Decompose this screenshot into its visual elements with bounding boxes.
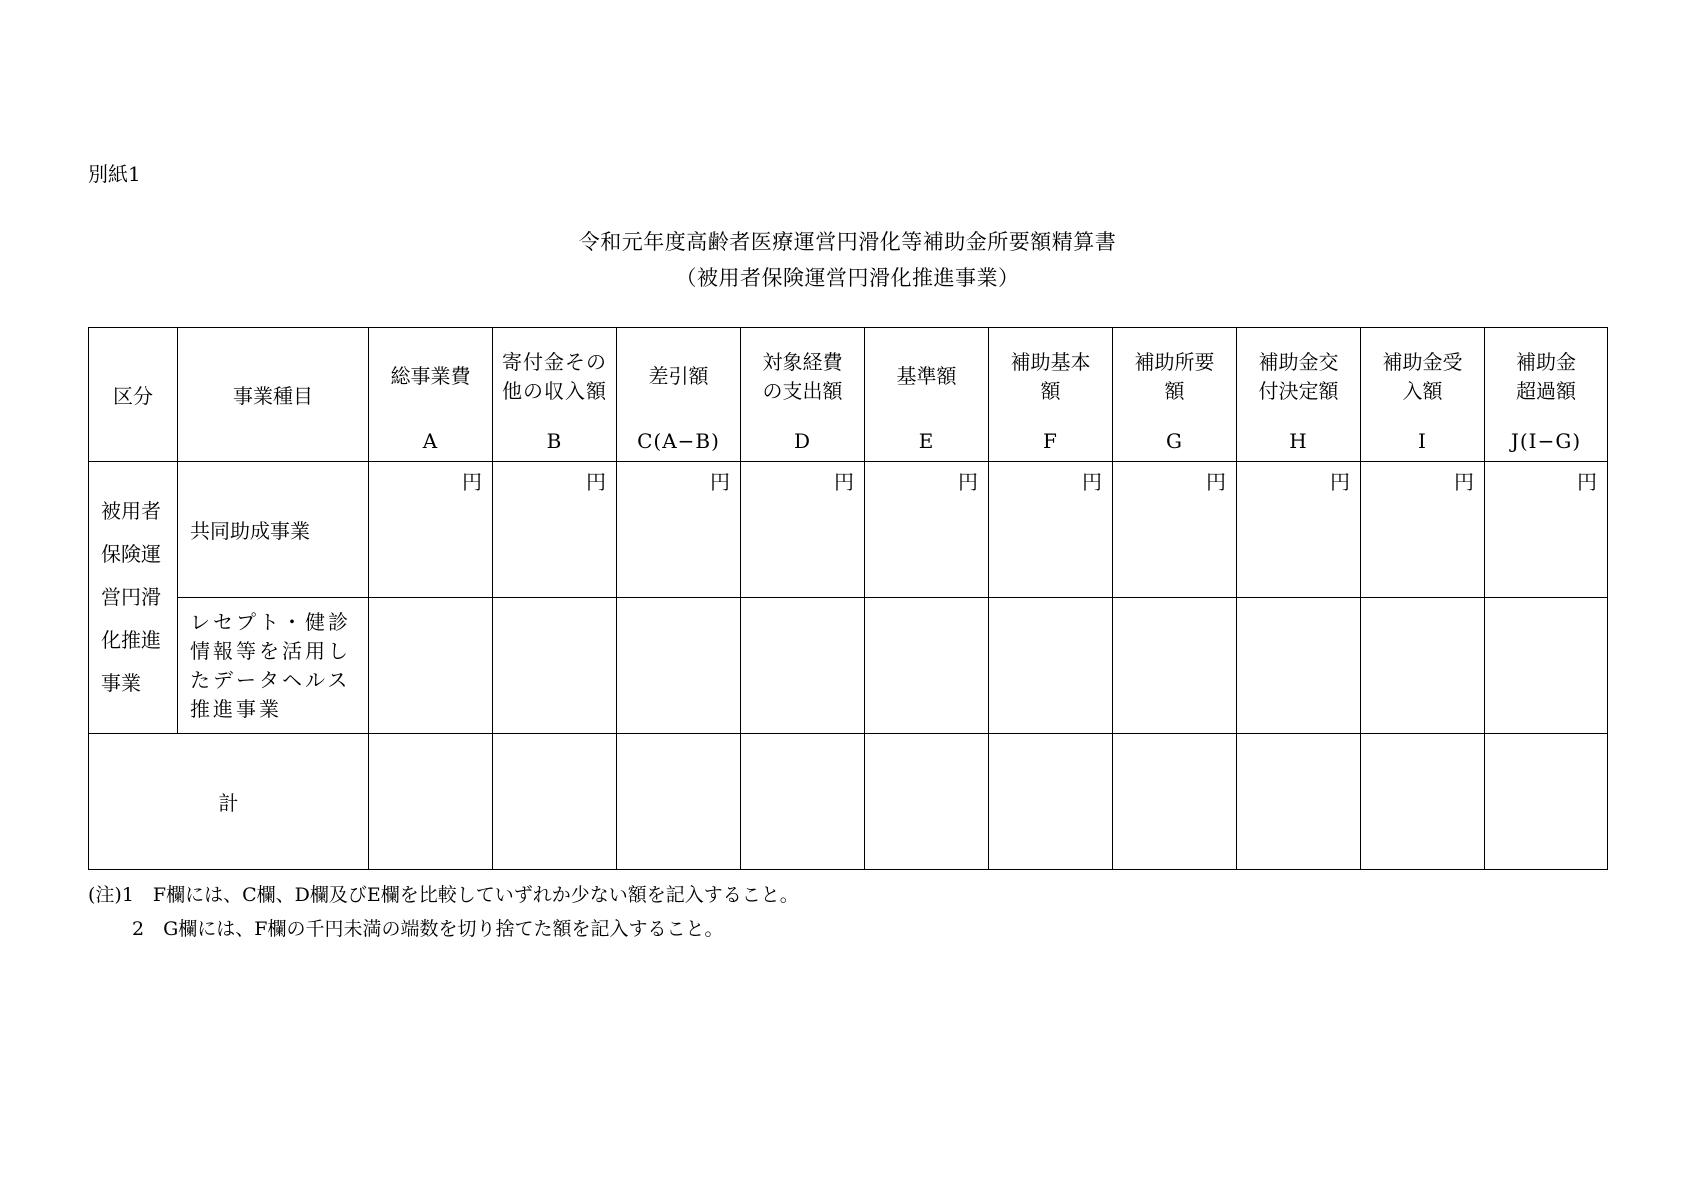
header-label: 補助金 超過額 bbox=[1516, 350, 1576, 403]
header-col-j bbox=[1485, 328, 1608, 462]
header-label: 基準額 bbox=[896, 364, 957, 388]
value-cell bbox=[1113, 734, 1237, 870]
document-title: 令和元年度高齢者医療運営円滑化等補助金所要額精算書 bbox=[578, 230, 1117, 254]
value-cell bbox=[741, 598, 865, 734]
header-col-f bbox=[989, 328, 1113, 462]
note-2: 2 G欄には、F欄の千円未満の端数を切り捨てた額を記入すること。 bbox=[88, 918, 724, 940]
header-code: I bbox=[1418, 429, 1427, 453]
value-cell bbox=[741, 734, 865, 870]
header-code: D bbox=[793, 429, 812, 453]
unit-cell: 円 bbox=[1361, 462, 1485, 598]
header-code: C(A−B) bbox=[637, 429, 720, 453]
row-name-cell: レセプト・健診情報等を活用したデータヘルス推進事業 bbox=[178, 598, 369, 734]
value-cell bbox=[1361, 598, 1485, 734]
category-cell: 被用者 保険運 営円滑 化推進 事業 bbox=[89, 462, 178, 734]
header-label: 補助金受 入額 bbox=[1382, 350, 1463, 403]
header-code: F bbox=[1043, 429, 1058, 453]
header-col-g bbox=[1113, 328, 1237, 462]
header-label: 総事業費 bbox=[390, 364, 471, 388]
header-col-i bbox=[1361, 328, 1485, 462]
header-label: 補助金交 付決定額 bbox=[1258, 350, 1339, 403]
value-cell bbox=[493, 598, 617, 734]
unit-cell: 円 bbox=[369, 462, 493, 598]
value-cell bbox=[493, 734, 617, 870]
header-code: J(I−G) bbox=[1510, 429, 1582, 453]
value-cell bbox=[865, 734, 989, 870]
unit-cell: 円 bbox=[1113, 462, 1237, 598]
settlement-table bbox=[88, 327, 1608, 870]
row-name-cell: 共同助成事業 bbox=[178, 462, 369, 598]
table-row-datahealth bbox=[89, 598, 1608, 734]
header-label: 補助所要 額 bbox=[1134, 350, 1215, 403]
value-cell bbox=[1485, 734, 1608, 870]
unit-cell: 円 bbox=[865, 462, 989, 598]
attachment-label: 別紙1 bbox=[88, 162, 141, 186]
value-cell bbox=[1113, 598, 1237, 734]
value-cell bbox=[1237, 598, 1361, 734]
value-cell bbox=[989, 734, 1113, 870]
header-label: 補助基本 額 bbox=[1010, 350, 1091, 403]
value-cell bbox=[617, 734, 741, 870]
header-kubun: 区分 bbox=[89, 328, 178, 462]
header-code: H bbox=[1289, 429, 1308, 453]
header-row bbox=[89, 328, 1608, 462]
value-cell bbox=[369, 598, 493, 734]
table-row-total bbox=[89, 734, 1608, 870]
header-code: G bbox=[1166, 429, 1183, 453]
header-col-e bbox=[865, 328, 989, 462]
value-cell bbox=[1361, 734, 1485, 870]
header-col-b bbox=[493, 328, 617, 462]
header-label: 差引額 bbox=[648, 364, 709, 388]
header-code: A bbox=[422, 429, 439, 453]
header-col-c bbox=[617, 328, 741, 462]
unit-cell: 円 bbox=[493, 462, 617, 598]
total-label-cell: 計 bbox=[89, 734, 369, 870]
value-cell bbox=[1237, 734, 1361, 870]
header-col-h bbox=[1237, 328, 1361, 462]
header-jigyo: 事業種目 bbox=[178, 328, 369, 462]
value-cell bbox=[989, 598, 1113, 734]
unit-cell: 円 bbox=[1485, 462, 1608, 598]
unit-cell: 円 bbox=[617, 462, 741, 598]
unit-cell: 円 bbox=[1237, 462, 1361, 598]
value-cell bbox=[1485, 598, 1608, 734]
document-subtitle: （被用者保険運営円滑化推進事業） bbox=[675, 266, 1020, 290]
header-label: 対象経費 の支出額 bbox=[762, 350, 843, 403]
header-col-d bbox=[741, 328, 865, 462]
header-col-a bbox=[369, 328, 493, 462]
unit-cell: 円 bbox=[741, 462, 865, 598]
header-code: E bbox=[918, 429, 935, 453]
unit-cell: 円 bbox=[989, 462, 1113, 598]
value-cell bbox=[865, 598, 989, 734]
header-label: 寄付金その 他の収入額 bbox=[502, 350, 607, 403]
header-code: B bbox=[546, 429, 563, 453]
value-cell bbox=[369, 734, 493, 870]
note-1: (注)1 F欄には、C欄、D欄及びE欄を比較していずれか少ない額を記入すること。 bbox=[88, 884, 799, 906]
value-cell bbox=[617, 598, 741, 734]
table-row-kyodo bbox=[89, 462, 1608, 598]
